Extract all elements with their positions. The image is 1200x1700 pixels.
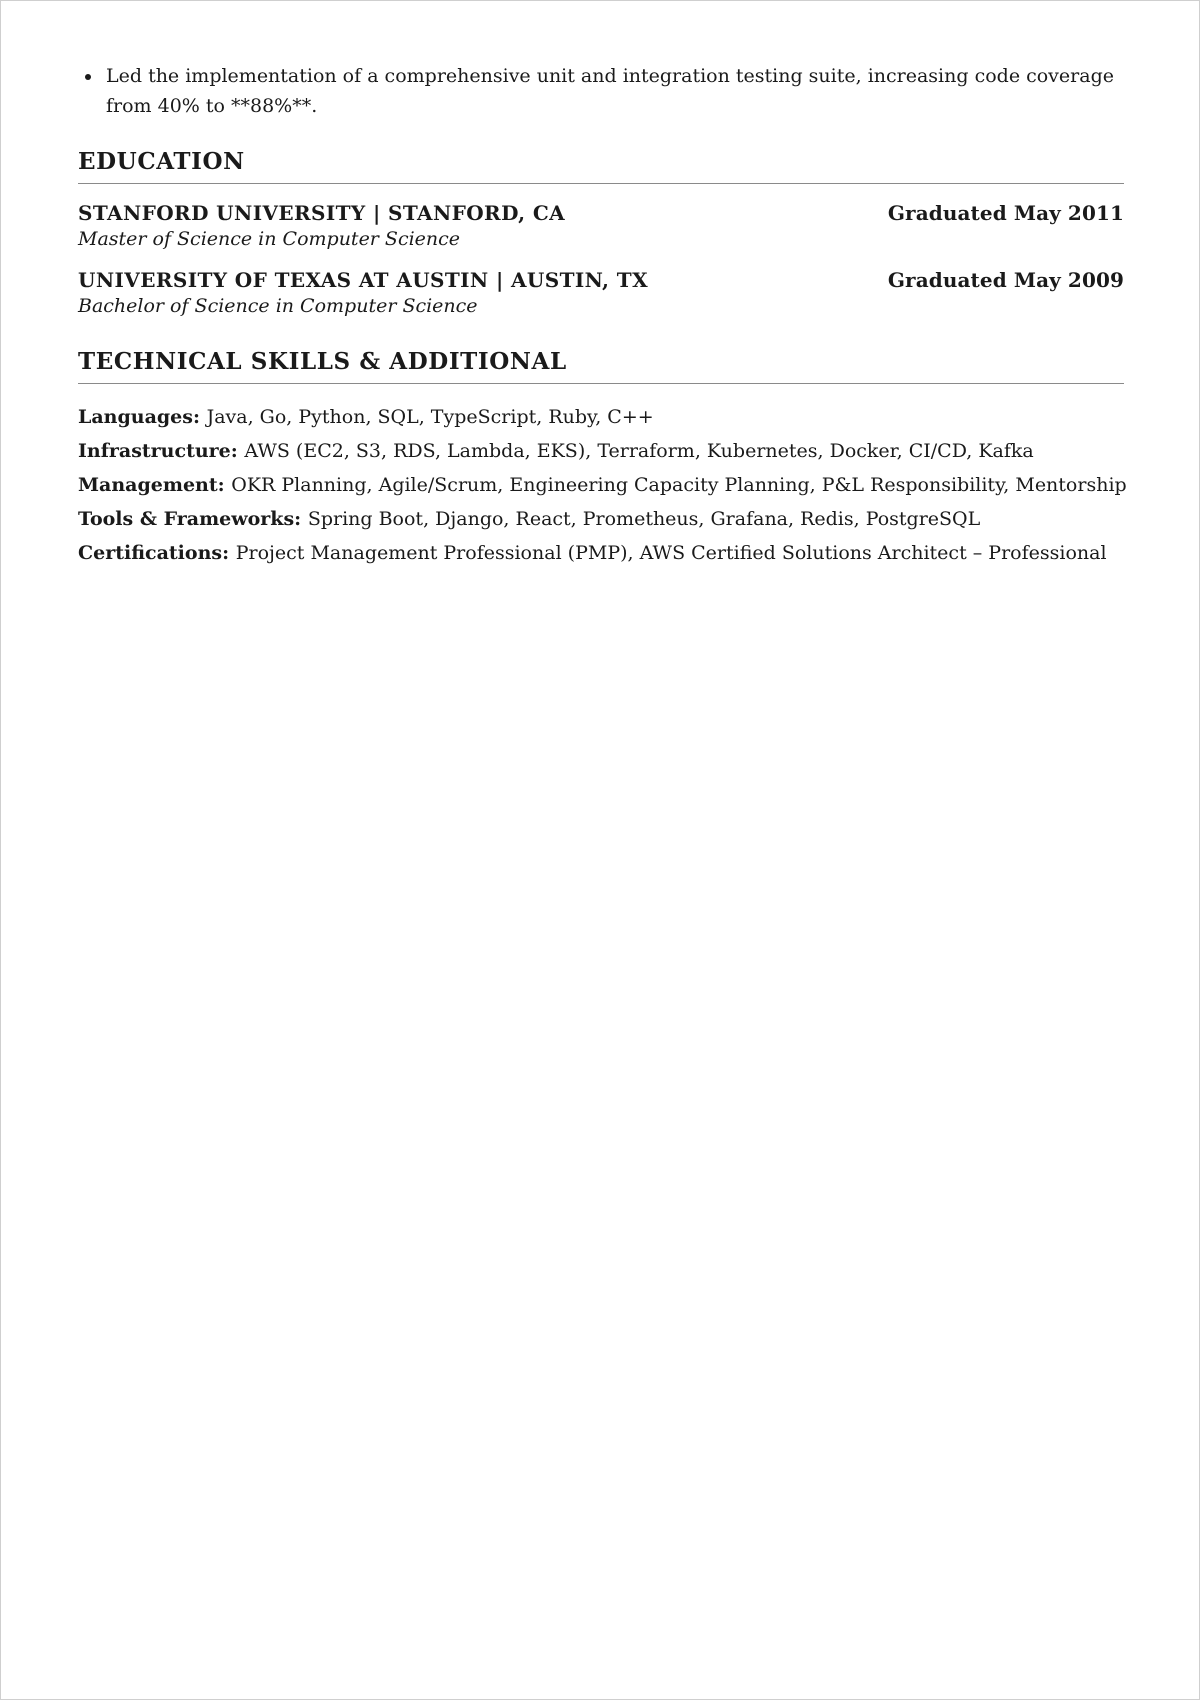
skill-row-languages — [78, 400, 1124, 434]
skill-row-certifications — [78, 536, 1124, 570]
degree: Bachelor of Science in Computer Science — [78, 295, 478, 317]
skills-heading: TECHNICAL SKILLS & ADDITIONAL — [78, 347, 1124, 384]
education-heading: EDUCATION — [78, 147, 1124, 184]
experience-bullet: Led the implementation of a comprehensive unit and integration testing suite, increasing code coverage from 40% to **88%**. — [106, 61, 1124, 121]
page-content — [78, 61, 1127, 570]
skill-value: Java, Go, Python, SQL, TypeScript, Ruby, C++ — [206, 406, 654, 428]
graduation-date: Graduated May 2011 — [887, 201, 1124, 225]
skills-section — [78, 347, 1127, 570]
education-entry — [78, 200, 1124, 252]
skill-label: Languages: — [78, 406, 207, 428]
education-entry — [78, 267, 1124, 319]
graduation-date: Graduated May 2009 — [887, 268, 1124, 292]
skill-label: Certifications: — [78, 542, 236, 564]
skill-value: OKR Planning, Agile/Scrum, Engineering Capacity Planning, P&L Responsibility, Mentorship — [231, 474, 1127, 496]
skill-value: Project Management Professional (PMP), AWS Certified Solutions Architect – Professional — [235, 542, 1107, 564]
education-entry-header — [78, 267, 1124, 293]
skill-row-infrastructure — [78, 434, 1124, 468]
experience-bullet-list — [78, 61, 1124, 121]
school-name: UNIVERSITY OF TEXAS AT AUSTIN | AUSTIN, TX — [78, 268, 648, 292]
skill-row-management — [78, 468, 1127, 502]
skill-label: Tools & Frameworks: — [78, 508, 308, 530]
skill-value: Spring Boot, Django, React, Prometheus, Grafana, Redis, PostgreSQL — [307, 508, 981, 530]
skill-label: Infrastructure: — [78, 440, 245, 462]
skill-value: AWS (EC2, S3, RDS, Lambda, EKS), Terraform, Kubernetes, Docker, CI/CD, Kafka — [244, 440, 1034, 462]
skill-row-tools-frameworks — [78, 502, 1124, 536]
school-name: STANFORD UNIVERSITY | STANFORD, CA — [78, 201, 566, 225]
skill-label: Management: — [78, 474, 232, 496]
education-entry-header — [78, 200, 1124, 226]
degree: Master of Science in Computer Science — [78, 228, 461, 250]
skill-list — [78, 400, 1127, 570]
education-section — [78, 147, 1124, 319]
